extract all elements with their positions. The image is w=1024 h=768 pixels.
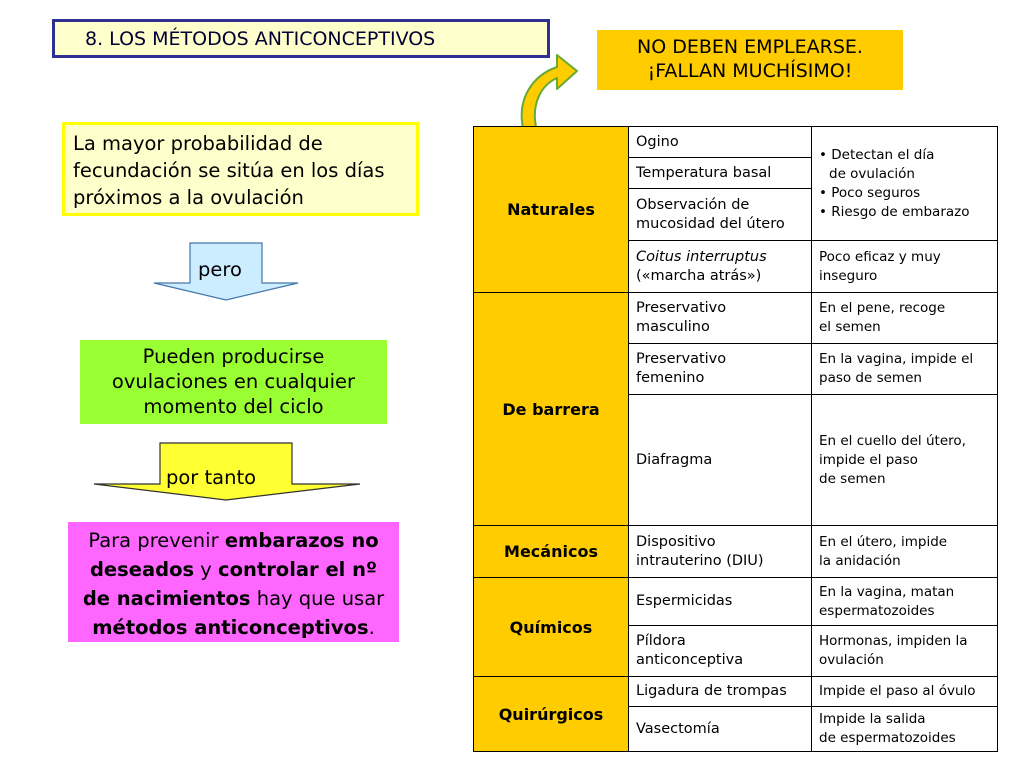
naturales-bullet1: • Detectan el día <box>819 146 990 165</box>
ovulaciones-line3: momento del ciclo <box>143 395 324 418</box>
naturales-description <box>812 127 998 241</box>
category-naturales: Naturales <box>474 127 629 293</box>
prevenir-box <box>68 522 399 642</box>
diu-desc-line1: En el útero, impide <box>819 533 948 550</box>
masc-line2: masculino <box>636 319 710 335</box>
method-ligadura: Ligadura de trompas <box>629 677 812 707</box>
ovulaciones-line1: Pueden producirse <box>142 345 325 368</box>
prevenir-bold4: de nacimientos <box>82 587 251 610</box>
coitus-description <box>812 241 998 293</box>
category-quirurgicos: Quirúrgicos <box>474 677 629 752</box>
pildora-description <box>812 626 998 677</box>
method-diafragma: Diafragma <box>629 395 812 526</box>
diu-desc-line2: la anidación <box>819 552 901 569</box>
pildora-line2: anticonceptiva <box>636 652 744 668</box>
prevenir-text3: hay que usar <box>250 587 385 610</box>
masc-desc-line2: el semen <box>819 319 881 335</box>
method-ogino: Ogino <box>629 127 812 158</box>
method-preservativo-masculino <box>629 293 812 344</box>
pildora-desc-line1: Hormonas, impiden la <box>819 633 968 649</box>
warning-box <box>597 30 903 90</box>
prevenir-bold3: controlar el nº <box>218 558 378 581</box>
espermicidas-description <box>812 578 998 626</box>
method-coitus-line1: Coitus interruptus <box>636 248 767 265</box>
page-title: 8. LOS MÉTODOS ANTICONCEPTIVOS <box>52 19 550 58</box>
vasectomia-description <box>812 707 998 752</box>
diu-line1: Dispositivo <box>636 533 716 550</box>
diaf-desc-line3: de semen <box>819 470 886 487</box>
prevenir-text2: y <box>194 558 219 581</box>
naturales-bullet2: • Poco seguros <box>819 184 990 203</box>
prevenir-text1: Para prevenir <box>88 529 225 552</box>
method-observacion <box>629 189 812 241</box>
diu-line2: intrauterino (DIU) <box>636 552 764 569</box>
table-row <box>474 578 998 626</box>
method-observacion-line2: mucosidad del útero <box>636 215 785 232</box>
prevenir-bold5: métodos anticonceptivos <box>92 616 369 639</box>
fem-desc-line2: paso de semen <box>819 370 922 386</box>
prevenir-text4: . <box>368 616 375 639</box>
fecundacion-line3: próximos a la ovulación <box>73 186 304 209</box>
category-mecanicos: Mecánicos <box>474 526 629 578</box>
fecundacion-line1: La mayor probabilidad de <box>73 132 323 155</box>
masc-line1: Preservativo <box>636 300 727 316</box>
masc-description <box>812 293 998 344</box>
method-diu <box>629 526 812 578</box>
method-coitus <box>629 241 812 293</box>
coitus-desc-line2: inseguro <box>819 267 878 284</box>
method-temperatura: Temperatura basal <box>629 158 812 189</box>
table-row <box>474 127 998 158</box>
prevenir-bold2: deseados <box>89 558 195 581</box>
prevenir-bold1: embarazos no <box>224 529 379 552</box>
vasec-desc-line2: de espermatozoides <box>819 730 956 746</box>
ovulaciones-line2: ovulaciones en cualquier <box>111 370 356 393</box>
method-preservativo-femenino <box>629 344 812 395</box>
table-row <box>474 293 998 344</box>
esperm-desc-line1: En la vagina, matan <box>819 583 955 600</box>
ovulaciones-box <box>80 340 387 424</box>
category-barrera: De barrera <box>474 293 629 526</box>
diafragma-description <box>812 395 998 526</box>
fem-line1: Preservativo <box>636 351 727 367</box>
method-vasectomia: Vasectomía <box>629 707 812 752</box>
fem-line2: femenino <box>636 370 705 386</box>
naturales-bullet1-cont: de ovulación <box>829 165 915 182</box>
table-row <box>474 677 998 707</box>
method-espermicidas: Espermicidas <box>629 578 812 626</box>
coitus-desc-line1: Poco eficaz y muy <box>819 248 941 265</box>
pildora-line1: Píldora <box>636 633 686 649</box>
method-coitus-line2: («marcha atrás») <box>636 267 762 284</box>
naturales-bullet3: • Riesgo de embarazo <box>819 203 990 222</box>
pildora-desc-line2: ovulación <box>819 652 884 668</box>
arrow-label-pero: pero <box>198 258 242 281</box>
methods-table <box>473 126 998 752</box>
ligadura-description: Impide el paso al óvulo <box>812 677 998 707</box>
fem-desc-line1: En la vagina, impide el <box>819 351 974 367</box>
fecundacion-box <box>62 122 419 216</box>
method-observacion-line1: Observación de <box>636 196 750 213</box>
fecundacion-line2: fecundación se sitúa en los días <box>73 159 385 182</box>
esperm-desc-line2: espermatozoides <box>819 602 935 619</box>
warning-line2: ¡FALLAN MUCHÍSIMO! <box>647 60 853 82</box>
method-pildora <box>629 626 812 677</box>
diaf-desc-line2: impide el paso <box>819 451 918 468</box>
diaf-desc-line1: En el cuello del útero, <box>819 432 966 449</box>
masc-desc-line1: En el pene, recoge <box>819 300 946 316</box>
category-quimicos: Químicos <box>474 578 629 677</box>
diu-description <box>812 526 998 578</box>
warning-line1: NO DEBEN EMPLEARSE. <box>637 36 863 58</box>
arrow-label-portanto: por tanto <box>166 466 257 489</box>
vasec-desc-line1: Impide la salida <box>819 711 926 727</box>
fem-description <box>812 344 998 395</box>
table-row <box>474 526 998 578</box>
